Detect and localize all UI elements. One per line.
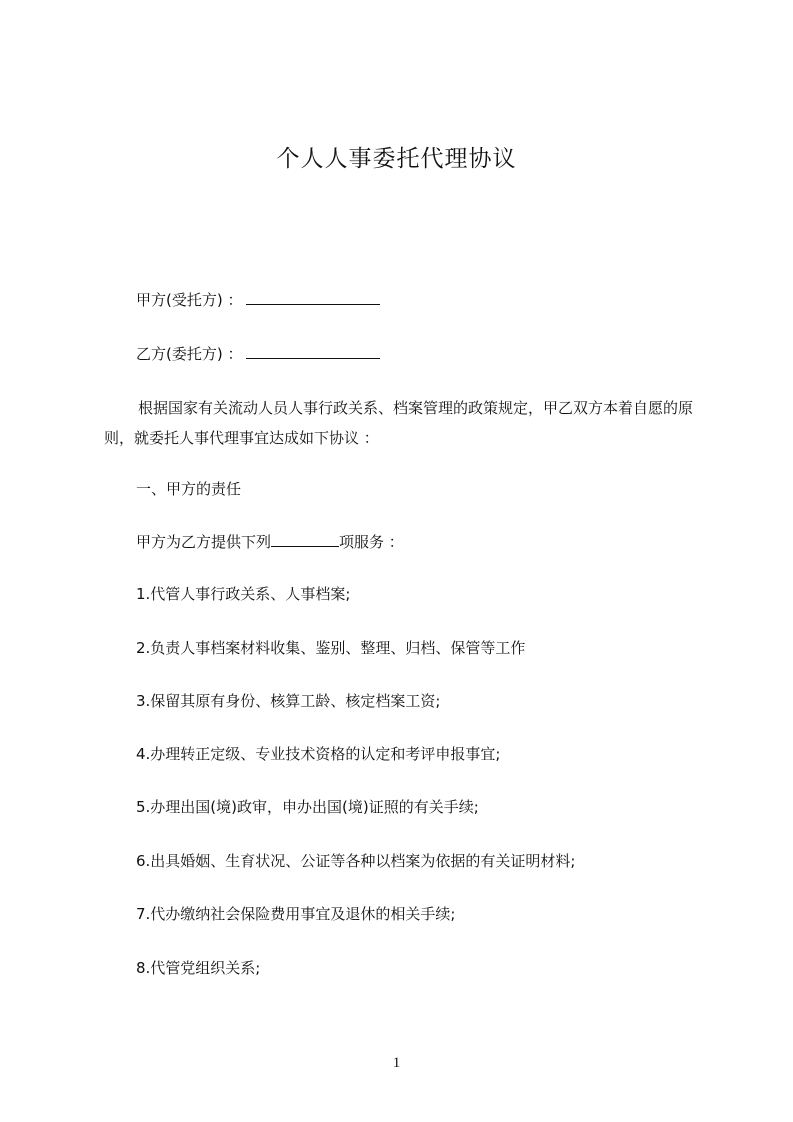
list-item: 7.代办缴纳社会保险费用事宜及退休的相关手续; [136,905,456,923]
party-a-blank [246,290,380,305]
list-item: 4.办理转正定级、专业技术资格的认定和考评申报事宜; [136,745,501,763]
list-item: 8.代管党组织关系; [136,959,261,977]
section-one-heading: 一、甲方的责任 [136,480,242,498]
party-b-label: 乙方(委托方) ： [136,345,243,363]
list-item: 2.负责人事档案材料收集、鉴别、整理、归档、保管等工作 [136,639,526,657]
services-line [136,532,404,552]
list-item: 6.出具婚姻、生育状况、公证等各种以档案为依据的有关证明材料; [136,852,576,870]
list-item: 5.办理出国(境)政审，申办出国(境)证照的有关手续; [136,798,479,816]
list-item: 1.代管人事行政关系、人事档案; [136,585,351,603]
services-suffix: 项服务 ： [339,533,404,551]
party-a-label: 甲方(受托方) ： [136,291,243,309]
document-title: 个人人事委托代理协议 [276,146,517,172]
services-count-blank [271,532,339,547]
list-item: 3.保留其原有身份、核算工龄、核定档案工资; [136,692,441,710]
page-number: 1 [392,1055,401,1071]
party-b-line [136,344,380,364]
intro-paragraph: 根据国家有关流动人员人事行政关系、档案管理的政策规定，甲乙双方本着自愿的原则，就委托人事代理事宜达成如下协议 ： [104,399,694,447]
party-a-line [136,290,380,310]
services-prefix: 甲方为乙方提供下列 [136,533,272,551]
party-b-blank [246,344,380,359]
